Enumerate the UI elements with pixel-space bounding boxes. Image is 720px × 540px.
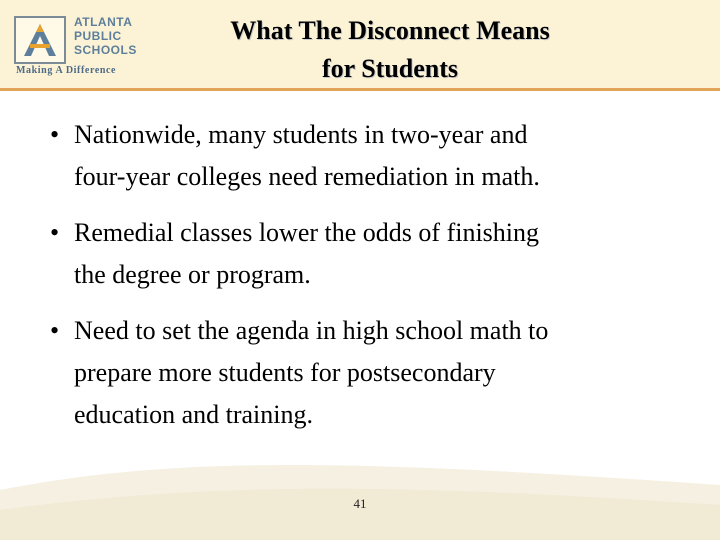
logo-name-line-3: SCHOOLS [74,43,137,57]
slide-title [190,12,590,88]
bullet-text-line: Nationwide, many students in two-year and [74,120,528,149]
aps-logo [14,12,144,78]
bullet-text-line: prepare more students for postsecondary [74,358,496,387]
bullet-dot-icon: • [50,120,60,149]
bullet-text-line: four-year colleges need remediation in math. [74,162,540,191]
bullet-text-line: education and training. [74,400,313,429]
bullet-item [48,114,688,198]
logo-name-line-1: ATLANTA [74,15,133,29]
bullet-text-line: Remedial classes lower the odds of finishing [74,218,540,247]
logo-name-line-2: PUBLIC [74,29,122,43]
page-number: 41 [353,496,367,511]
logo-box [14,16,66,64]
header-divider [0,88,720,91]
logo-tagline: Making A Difference [16,65,117,76]
bullet-text-line: the degree or program. [74,260,311,289]
bullet-dot-icon: • [50,218,60,247]
bullet-item [48,212,688,296]
bullet-text-line: Need to set the agenda in high school math to [74,316,549,345]
slide-title-line-1: What The Disconnect Means [230,16,550,45]
bullet-list [48,114,688,436]
logo-a-icon [18,20,62,60]
bullet-dot-icon: • [50,316,60,345]
slide-title-line-2: for Students [321,54,459,83]
footer-swoosh [0,440,720,540]
bullet-item [48,310,688,436]
logo-name [74,15,137,57]
